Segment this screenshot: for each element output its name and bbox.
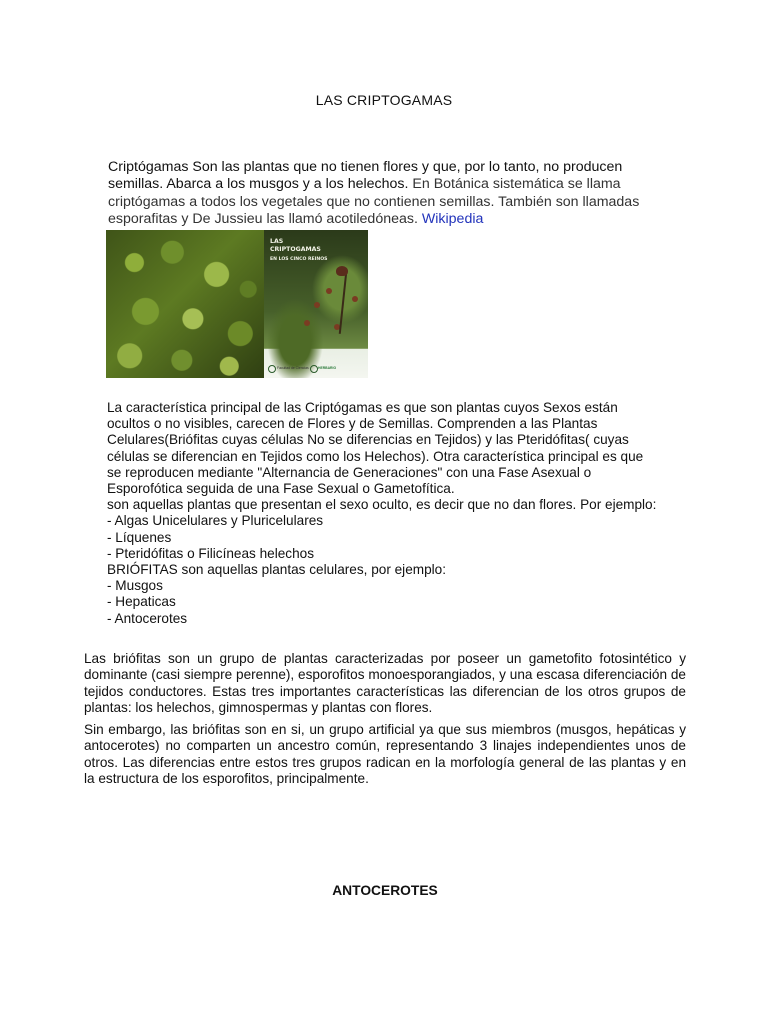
- list-item: - Pteridófitas o Filicíneas helechos: [107, 545, 315, 561]
- poster-footer: [268, 352, 364, 376]
- list-item: - Antocerotes: [107, 610, 188, 626]
- document-title: LAS CRIPTOGAMAS: [315, 92, 453, 108]
- text-line: son aquellas plantas que presentan el sexo oculto, es decir que no dan flores. Por ejemplo:: [107, 497, 657, 513]
- poster-image: [264, 230, 368, 378]
- text-line: Esporofótica seguida de una Fase Sexual o Gametofítica.: [107, 481, 455, 497]
- poster-footer-left: Facultad de Ciencias: [277, 366, 309, 370]
- list-item: - Musgos: [107, 578, 163, 594]
- herbarium-logo-icon: [310, 365, 318, 373]
- poster-capsule: [336, 266, 348, 276]
- intro-rest-text: En Botánica sistemática se llama criptógamas a todos los vegetales que no contienen semillas. También son llamadas esporafitas y De Jussieu las llamó acotiledóneas.: [108, 176, 640, 228]
- list-item: - Algas Unicelulares y Pluricelulares: [107, 513, 324, 529]
- text-line: BRIÓFITAS son aquellas plantas celulares, por ejemplo:: [107, 562, 447, 578]
- briofitas-artificial-paragraph: Sin embargo, las briófitas son en si, un grupo artificial ya que sus miembros (musgos, hepáticas y antocerotes) no comparten un ancestro común, representando 3 linajes independientes unos de otros. Las diferencias entre estos tres grupos radican en la morfología general de las plantas y en la estructura de los esporofitos, principalmente.: [84, 722, 686, 786]
- text-line: La característica principal de las Criptógamas es que son plantas cuyos Sexos están: [107, 400, 618, 415]
- poster-title-text: LAS CRIPTOGAMAS: [270, 238, 321, 253]
- text-line: Celulares(Briófitas cuyas células No se diferencias en Tejidos) y las Pteridófitas( cuyas: [107, 432, 629, 448]
- moss-photo: [106, 230, 264, 378]
- text-line: ocultos o no visibles, carecen de Flores y de Semillas. Comprenden a las Plantas: [107, 416, 598, 432]
- university-logo-icon: [268, 365, 276, 373]
- poster-footer-right: HERBARIO: [318, 366, 337, 370]
- poster-subtitle: EN LOS CINCO REINOS: [270, 257, 328, 262]
- text-line: células se diferencian en Tejidos como los Helechos). Otra característica principal es que: [107, 448, 644, 464]
- briofitas-paragraph: Las briófitas son un grupo de plantas caracterizadas por poseer un gametofito fotosintético y dominante (casi siempre perenne), esporofitos monoesporangiados, y una escasa diferenciación de tejidos conductores. Estas tres importantes características las diferencian de los otros grupos de plantas: los helechos, gimnospermas y plantas con flores.: [84, 651, 686, 715]
- poster-title: [270, 238, 332, 264]
- intro-lead-text: Criptógamas Son las plantas que no tienen flores y que, por lo tanto, no producen semillas. Abarca a los musgos y a los helechos.: [108, 159, 623, 193]
- list-item: - Líquenes: [107, 529, 172, 545]
- text-line: se reproducen mediante "Alternancia de Generaciones" con una Fase Asexual o: [107, 464, 592, 480]
- characteristics-section: [107, 400, 677, 627]
- wikipedia-link[interactable]: Wikipedia: [421, 211, 484, 228]
- section-heading: ANTOCEROTES: [332, 883, 438, 898]
- illustration-group: [106, 230, 368, 378]
- list-item: - Hepaticas: [107, 594, 176, 610]
- intro-paragraph: [108, 159, 668, 229]
